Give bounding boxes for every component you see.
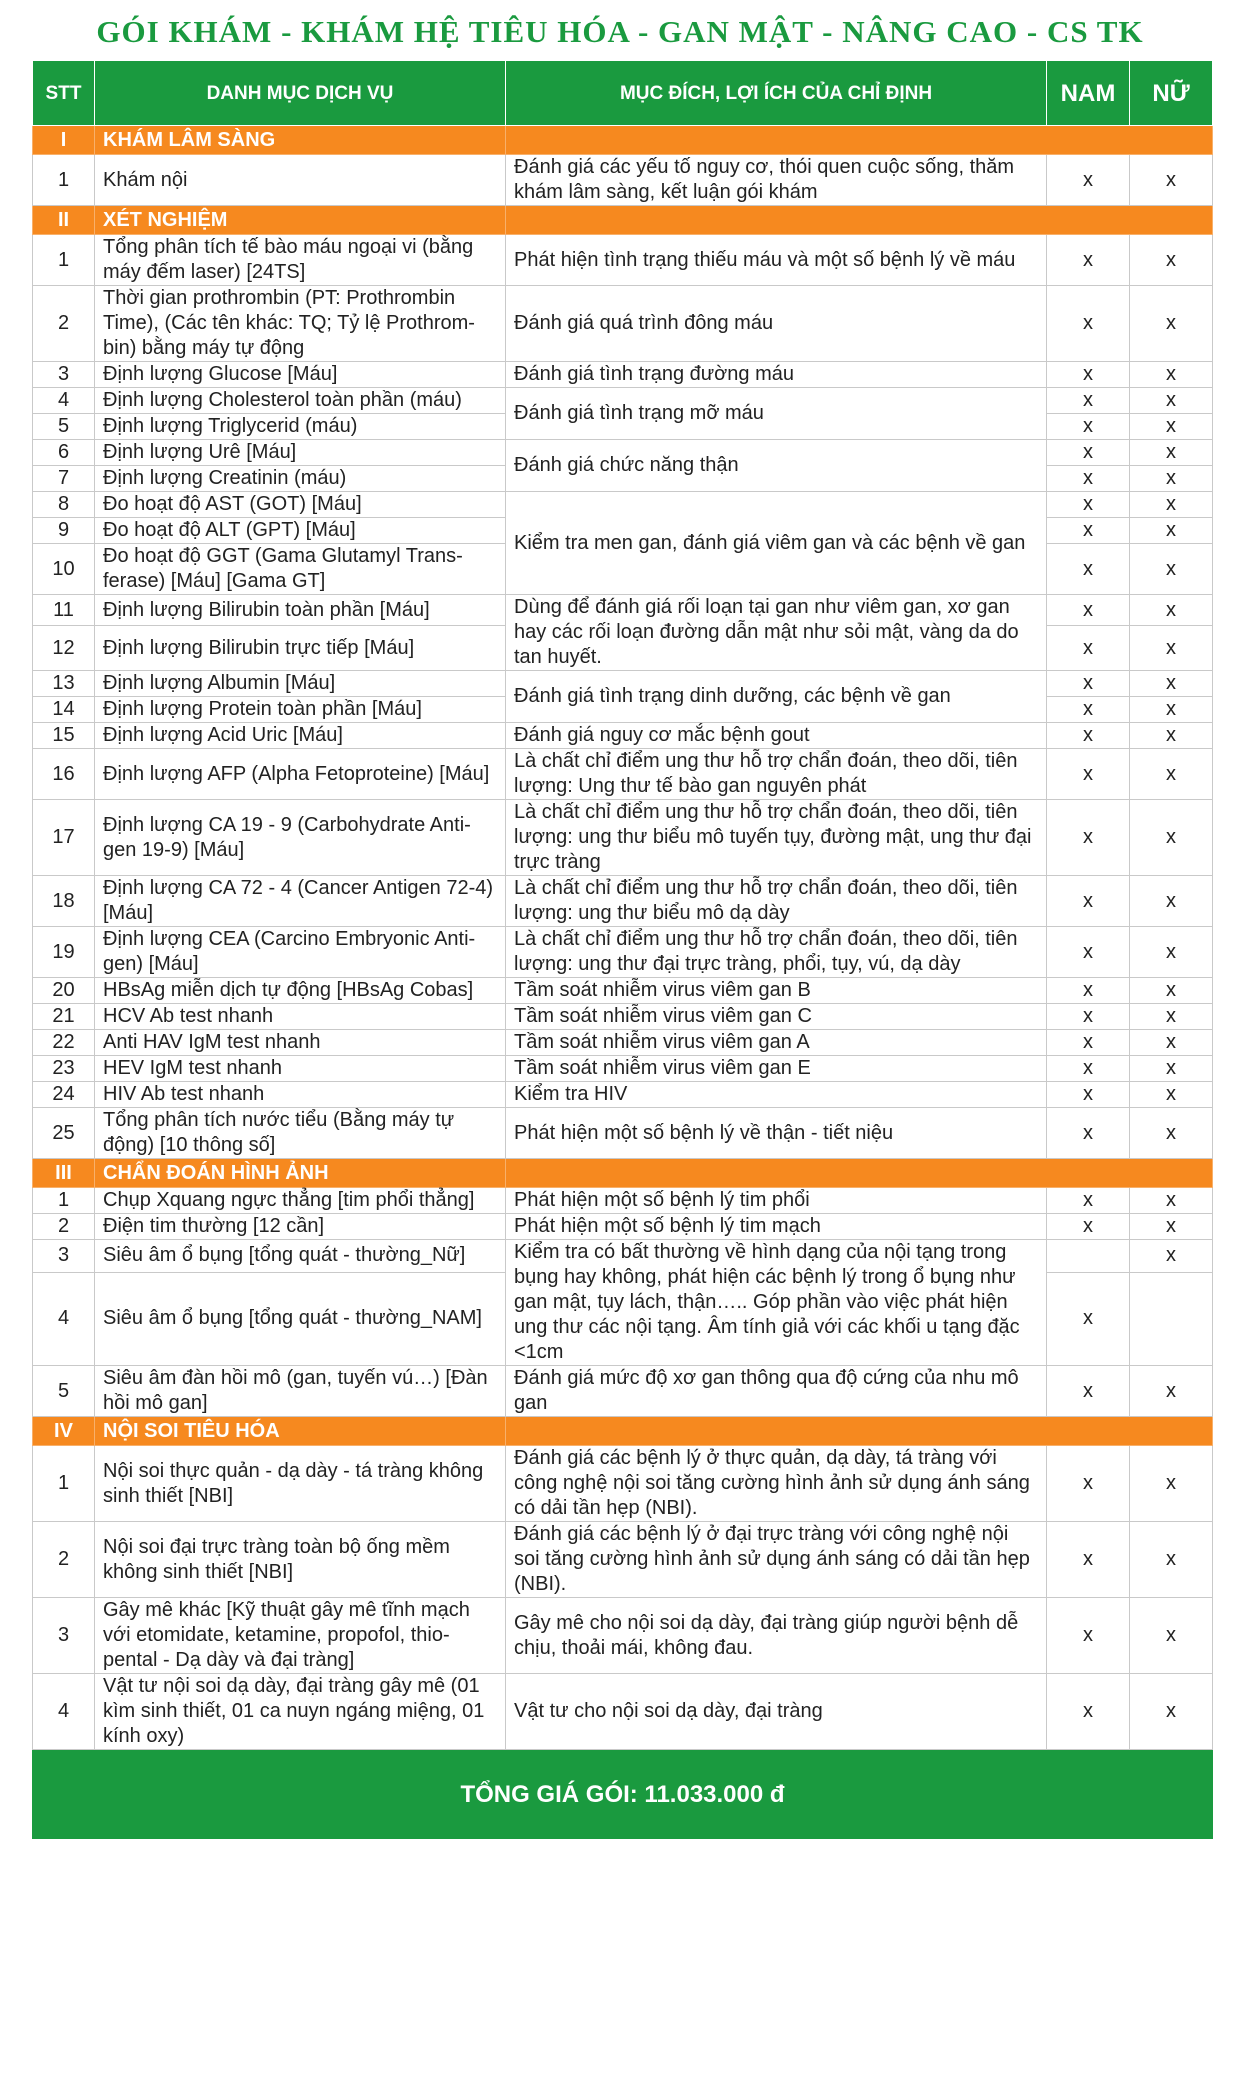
service-purpose: Tầm soát nhiễm virus viêm gan C	[506, 1004, 1047, 1030]
row-number: 14	[33, 697, 95, 723]
service-name: Tổng phân tích tế bào máu ngoại vi (bằng máy đếm laser) [24TS]	[95, 235, 506, 286]
male-mark: x	[1047, 1030, 1130, 1056]
female-mark: x	[1130, 1214, 1213, 1240]
service-purpose: Kiểm tra có bất thường về hình dạng của nội tạng trong bụng hay không, phát hiện các bệnh lý trong ổ bụng như gan mật, tụy lách, thận….. Góp phần vào việc phát hiện ung thư các nội tạng. Âm tính giả với các khối u tạng đặc <1cm	[506, 1240, 1047, 1366]
service-name: Định lượng Bilirubin toàn phần [Máu]	[95, 595, 506, 626]
row-number: 5	[33, 414, 95, 440]
section-name: XÉT NGHIỆM	[95, 206, 506, 235]
row-number: 4	[33, 1674, 95, 1750]
section-row	[33, 1417, 1213, 1446]
male-mark: x	[1047, 723, 1130, 749]
service-name: Nội soi đại trực tràng toàn bộ ống mềm không sinh thiết [NBI]	[95, 1522, 506, 1598]
female-mark: x	[1130, 1446, 1213, 1522]
service-purpose: Dùng để đánh giá rối loạn tại gan như viêm gan, xơ gan hay các rối loạn đường dẫn mật như sỏi mật, vàng da do tan huyết.	[506, 595, 1047, 671]
service-name: HEV IgM test nhanh	[95, 1056, 506, 1082]
service-name: Đo hoạt độ GGT (Gama Glutamyl Trans-ferase) [Máu] [Gama GT]	[95, 544, 506, 595]
table-row	[33, 286, 1213, 362]
section-filler	[506, 206, 1213, 235]
row-number: 17	[33, 800, 95, 876]
male-mark: x	[1047, 362, 1130, 388]
female-mark: x	[1130, 440, 1213, 466]
row-number: 2	[33, 286, 95, 362]
male-mark: x	[1047, 544, 1130, 595]
row-number: 3	[33, 362, 95, 388]
male-mark: x	[1047, 1214, 1130, 1240]
male-mark: x	[1047, 1446, 1130, 1522]
table-row	[33, 723, 1213, 749]
row-number: 9	[33, 518, 95, 544]
table-row	[33, 876, 1213, 927]
table-row	[33, 1598, 1213, 1674]
table-row	[33, 1004, 1213, 1030]
service-name: Định lượng Cholesterol toàn phần (máu)	[95, 388, 506, 414]
service-name: Định lượng CEA (Carcino Embryonic Anti-gen) [Máu]	[95, 927, 506, 978]
row-number: 21	[33, 1004, 95, 1030]
service-name: Nội soi thực quản - dạ dày - tá tràng không sinh thiết [NBI]	[95, 1446, 506, 1522]
female-mark: x	[1130, 518, 1213, 544]
row-number: 5	[33, 1366, 95, 1417]
table-row	[33, 749, 1213, 800]
female-mark: x	[1130, 388, 1213, 414]
service-name: Điện tim thường [12 cần]	[95, 1214, 506, 1240]
total-row	[33, 1750, 1213, 1839]
table-row	[33, 1674, 1213, 1750]
header-stt: STT	[33, 61, 95, 126]
female-mark: x	[1130, 414, 1213, 440]
service-purpose: Tầm soát nhiễm virus viêm gan E	[506, 1056, 1047, 1082]
male-mark: x	[1047, 1004, 1130, 1030]
service-purpose: Đánh giá quá trình đông máu	[506, 286, 1047, 362]
service-purpose: Đánh giá nguy cơ mắc bệnh gout	[506, 723, 1047, 749]
table-row	[33, 492, 1213, 518]
service-name: Định lượng AFP (Alpha Fetoproteine) [Máu]	[95, 749, 506, 800]
service-purpose: Đánh giá các yếu tố nguy cơ, thói quen cuộc sống, thăm khám lâm sàng, kết luận gói khám	[506, 155, 1047, 206]
service-purpose: Phát hiện một số bệnh lý tim phổi	[506, 1188, 1047, 1214]
service-name: HBsAg miễn dịch tự động [HBsAg Cobas]	[95, 978, 506, 1004]
section-number: II	[33, 206, 95, 235]
male-mark: x	[1047, 800, 1130, 876]
service-purpose: Kiểm tra HIV	[506, 1082, 1047, 1108]
service-purpose: Vật tư cho nội soi dạ dày, đại tràng	[506, 1674, 1047, 1750]
row-number: 1	[33, 1446, 95, 1522]
female-mark: x	[1130, 978, 1213, 1004]
service-name: Định lượng Triglycerid (máu)	[95, 414, 506, 440]
female-mark: x	[1130, 1082, 1213, 1108]
service-name: Thời gian prothrombin (PT: Prothrombin Time), (Các tên khác: TQ; Tỷ lệ Prothrom-bin) bằng máy tự động	[95, 286, 506, 362]
female-mark: x	[1130, 671, 1213, 697]
male-mark: x	[1047, 286, 1130, 362]
female-mark: x	[1130, 235, 1213, 286]
table-row	[33, 235, 1213, 286]
row-number: 4	[33, 388, 95, 414]
section-name: CHẨN ĐOÁN HÌNH ẢNH	[95, 1159, 506, 1188]
male-mark: x	[1047, 1188, 1130, 1214]
table-row	[33, 595, 1213, 626]
row-number: 15	[33, 723, 95, 749]
table-row	[33, 978, 1213, 1004]
row-number: 20	[33, 978, 95, 1004]
service-name: Đo hoạt độ AST (GOT) [Máu]	[95, 492, 506, 518]
female-mark: x	[1130, 749, 1213, 800]
male-mark: x	[1047, 1082, 1130, 1108]
service-name: Vật tư nội soi dạ dày, đại tràng gây mê (01 kìm sinh thiết, 01 ca nuyn ngáng miệng, 01 kính oxy)	[95, 1674, 506, 1750]
row-number: 1	[33, 1188, 95, 1214]
male-mark: x	[1047, 749, 1130, 800]
male-mark: x	[1047, 235, 1130, 286]
male-mark: x	[1047, 155, 1130, 206]
row-number: 18	[33, 876, 95, 927]
service-table	[32, 60, 1213, 1839]
table-row	[33, 388, 1213, 414]
service-name: Siêu âm đàn hồi mô (gan, tuyến vú…) [Đàn hồi mô gan]	[95, 1366, 506, 1417]
male-mark: x	[1047, 466, 1130, 492]
service-purpose: Kiểm tra men gan, đánh giá viêm gan và các bệnh về gan	[506, 492, 1047, 595]
row-number: 8	[33, 492, 95, 518]
male-mark: x	[1047, 518, 1130, 544]
row-number: 19	[33, 927, 95, 978]
service-name: Chụp Xquang ngực thẳng [tim phổi thẳng]	[95, 1188, 506, 1214]
male-mark: x	[1047, 492, 1130, 518]
row-number: 6	[33, 440, 95, 466]
male-mark: x	[1047, 595, 1130, 626]
female-mark: x	[1130, 286, 1213, 362]
table-row	[33, 1522, 1213, 1598]
male-mark: x	[1047, 1108, 1130, 1159]
service-name: Anti HAV IgM test nhanh	[95, 1030, 506, 1056]
female-mark: x	[1130, 1108, 1213, 1159]
header-purpose: MỤC ĐÍCH, LỢI ÍCH CỦA CHỈ ĐỊNH	[506, 61, 1047, 126]
table-row	[33, 671, 1213, 697]
service-purpose: Đánh giá tình trạng dinh dưỡng, các bệnh về gan	[506, 671, 1047, 723]
table-row	[33, 1214, 1213, 1240]
female-mark: x	[1130, 1004, 1213, 1030]
service-name: Định lượng CA 19 - 9 (Carbohydrate Anti-gen 19-9) [Máu]	[95, 800, 506, 876]
female-mark: x	[1130, 1598, 1213, 1674]
row-number: 3	[33, 1240, 95, 1273]
section-filler	[506, 126, 1213, 155]
service-purpose: Phát hiện tình trạng thiếu máu và một số bệnh lý về máu	[506, 235, 1047, 286]
female-mark: x	[1130, 1056, 1213, 1082]
table-body	[33, 126, 1213, 1750]
row-number: 7	[33, 466, 95, 492]
female-mark: x	[1130, 723, 1213, 749]
male-mark: x	[1047, 440, 1130, 466]
row-number: 25	[33, 1108, 95, 1159]
header-male: NAM	[1047, 61, 1130, 126]
service-purpose: Phát hiện một số bệnh lý về thận - tiết niệu	[506, 1108, 1047, 1159]
row-number: 11	[33, 595, 95, 626]
female-mark: x	[1130, 876, 1213, 927]
section-row	[33, 206, 1213, 235]
row-number: 24	[33, 1082, 95, 1108]
female-mark: x	[1130, 1030, 1213, 1056]
female-mark: x	[1130, 697, 1213, 723]
row-number: 1	[33, 235, 95, 286]
service-name: Khám nội	[95, 155, 506, 206]
service-purpose: Đánh giá các bệnh lý ở đại trực tràng với công nghệ nội soi tăng cường hình ảnh sử dụng ánh sáng có dải tần hẹp (NBI).	[506, 1522, 1047, 1598]
service-name: HCV Ab test nhanh	[95, 1004, 506, 1030]
service-purpose: Đánh giá mức độ xơ gan thông qua độ cứng của nhu mô gan	[506, 1366, 1047, 1417]
row-number: 12	[33, 626, 95, 671]
section-number: III	[33, 1159, 95, 1188]
female-mark: x	[1130, 466, 1213, 492]
page-title: GÓI KHÁM - KHÁM HỆ TIÊU HÓA - GAN MẬT - NÂNG CAO - CS TK	[96, 14, 1144, 49]
service-purpose: Là chất chỉ điểm ung thư hỗ trợ chẩn đoán, theo dõi, tiên lượng: ung thư biểu mô dạ dày	[506, 876, 1047, 927]
female-mark: x	[1130, 595, 1213, 626]
male-mark: x	[1047, 1522, 1130, 1598]
service-name: Gây mê khác [Kỹ thuật gây mê tĩnh mạch với etomidate, ketamine, propofol, thio-pental - Dạ dày và đại tràng]	[95, 1598, 506, 1674]
service-name: Siêu âm ổ bụng [tổng quát - thường_Nữ]	[95, 1240, 506, 1273]
service-purpose: Là chất chỉ điểm ung thư hỗ trợ chẩn đoán, theo dõi, tiên lượng: Ung thư tế bào gan nguyên phát	[506, 749, 1047, 800]
service-name: Đo hoạt độ ALT (GPT) [Máu]	[95, 518, 506, 544]
male-mark: x	[1047, 978, 1130, 1004]
section-name: NỘI SOI TIÊU HÓA	[95, 1417, 506, 1446]
service-name: Định lượng Albumin [Máu]	[95, 671, 506, 697]
service-name: Định lượng Glucose [Máu]	[95, 362, 506, 388]
service-name: Định lượng CA 72 - 4 (Cancer Antigen 72-4) [Máu]	[95, 876, 506, 927]
section-filler	[506, 1159, 1213, 1188]
table-row	[33, 927, 1213, 978]
male-mark: x	[1047, 1598, 1130, 1674]
service-name: Định lượng Urê [Máu]	[95, 440, 506, 466]
row-number: 2	[33, 1214, 95, 1240]
table-row	[33, 440, 1213, 466]
row-number: 2	[33, 1522, 95, 1598]
row-number: 23	[33, 1056, 95, 1082]
row-number: 16	[33, 749, 95, 800]
row-number: 4	[33, 1272, 95, 1365]
female-mark: x	[1130, 800, 1213, 876]
row-number: 3	[33, 1598, 95, 1674]
service-purpose: Tầm soát nhiễm virus viêm gan B	[506, 978, 1047, 1004]
header-female: NỮ	[1130, 61, 1213, 126]
section-name: KHÁM LÂM SÀNG	[95, 126, 506, 155]
female-mark: x	[1130, 362, 1213, 388]
total-price: TỔNG GIÁ GÓI: 11.033.000 đ	[33, 1750, 1213, 1839]
male-mark: x	[1047, 414, 1130, 440]
section-number: IV	[33, 1417, 95, 1446]
male-mark: x	[1047, 671, 1130, 697]
male-mark: x	[1047, 927, 1130, 978]
male-mark: x	[1047, 1366, 1130, 1417]
male-mark: x	[1047, 1674, 1130, 1750]
service-name: Định lượng Creatinin (máu)	[95, 466, 506, 492]
row-number: 13	[33, 671, 95, 697]
female-mark: x	[1130, 544, 1213, 595]
female-mark: x	[1130, 626, 1213, 671]
service-purpose: Đánh giá tình trạng mỡ máu	[506, 388, 1047, 440]
service-name: Định lượng Acid Uric [Máu]	[95, 723, 506, 749]
section-row	[33, 126, 1213, 155]
service-name: Siêu âm ổ bụng [tổng quát - thường_NAM]	[95, 1272, 506, 1365]
female-mark: x	[1130, 1674, 1213, 1750]
male-mark: x	[1047, 626, 1130, 671]
service-purpose: Đánh giá các bệnh lý ở thực quản, dạ dày, tá tràng với công nghệ nội soi tăng cường hình ảnh sử dụng ánh sáng có dải tần hẹp (NBI).	[506, 1446, 1047, 1522]
male-mark: x	[1047, 1272, 1130, 1365]
section-row	[33, 1159, 1213, 1188]
male-mark: x	[1047, 388, 1130, 414]
service-name: HIV Ab test nhanh	[95, 1082, 506, 1108]
female-mark: x	[1130, 492, 1213, 518]
male-mark: x	[1047, 876, 1130, 927]
male-mark	[1047, 1240, 1130, 1273]
table-row	[33, 1446, 1213, 1522]
table-row	[33, 1188, 1213, 1214]
service-purpose: Gây mê cho nội soi dạ dày, đại tràng giúp người bệnh dễ chịu, thoải mái, không đau.	[506, 1598, 1047, 1674]
service-purpose: Là chất chỉ điểm ung thư hỗ trợ chẩn đoán, theo dõi, tiên lượng: ung thư đại trực tràng, phổi, tụy, vú, dạ dày	[506, 927, 1047, 978]
section-number: I	[33, 126, 95, 155]
female-mark: x	[1130, 155, 1213, 206]
row-number: 22	[33, 1030, 95, 1056]
female-mark: x	[1130, 1188, 1213, 1214]
service-name: Định lượng Protein toàn phần [Máu]	[95, 697, 506, 723]
table-row	[33, 1030, 1213, 1056]
service-purpose: Phát hiện một số bệnh lý tim mạch	[506, 1214, 1047, 1240]
service-purpose: Là chất chỉ điểm ung thư hỗ trợ chẩn đoán, theo dõi, tiên lượng: ung thư biểu mô tuyến tụy, đường mật, ung thư đại trực tràng	[506, 800, 1047, 876]
male-mark: x	[1047, 1056, 1130, 1082]
row-number: 1	[33, 155, 95, 206]
service-purpose: Tầm soát nhiễm virus viêm gan A	[506, 1030, 1047, 1056]
table-header-row	[33, 61, 1213, 126]
female-mark: x	[1130, 1366, 1213, 1417]
row-number: 10	[33, 544, 95, 595]
table-row	[33, 1056, 1213, 1082]
table-row	[33, 1108, 1213, 1159]
table-row	[33, 1366, 1213, 1417]
section-filler	[506, 1417, 1213, 1446]
female-mark: x	[1130, 927, 1213, 978]
table-row	[33, 155, 1213, 206]
female-mark: x	[1130, 1522, 1213, 1598]
service-purpose: Đánh giá tình trạng đường máu	[506, 362, 1047, 388]
header-service: DANH MỤC DỊCH VỤ	[95, 61, 506, 126]
table-row	[33, 1240, 1213, 1273]
female-mark	[1130, 1272, 1213, 1365]
female-mark: x	[1130, 1240, 1213, 1273]
service-purpose: Đánh giá chức năng thận	[506, 440, 1047, 492]
table-row	[33, 800, 1213, 876]
male-mark: x	[1047, 697, 1130, 723]
service-name: Tổng phân tích nước tiểu (Bằng máy tự động) [10 thông số]	[95, 1108, 506, 1159]
table-row	[33, 362, 1213, 388]
table-row	[33, 1082, 1213, 1108]
service-name: Định lượng Bilirubin trực tiếp [Máu]	[95, 626, 506, 671]
